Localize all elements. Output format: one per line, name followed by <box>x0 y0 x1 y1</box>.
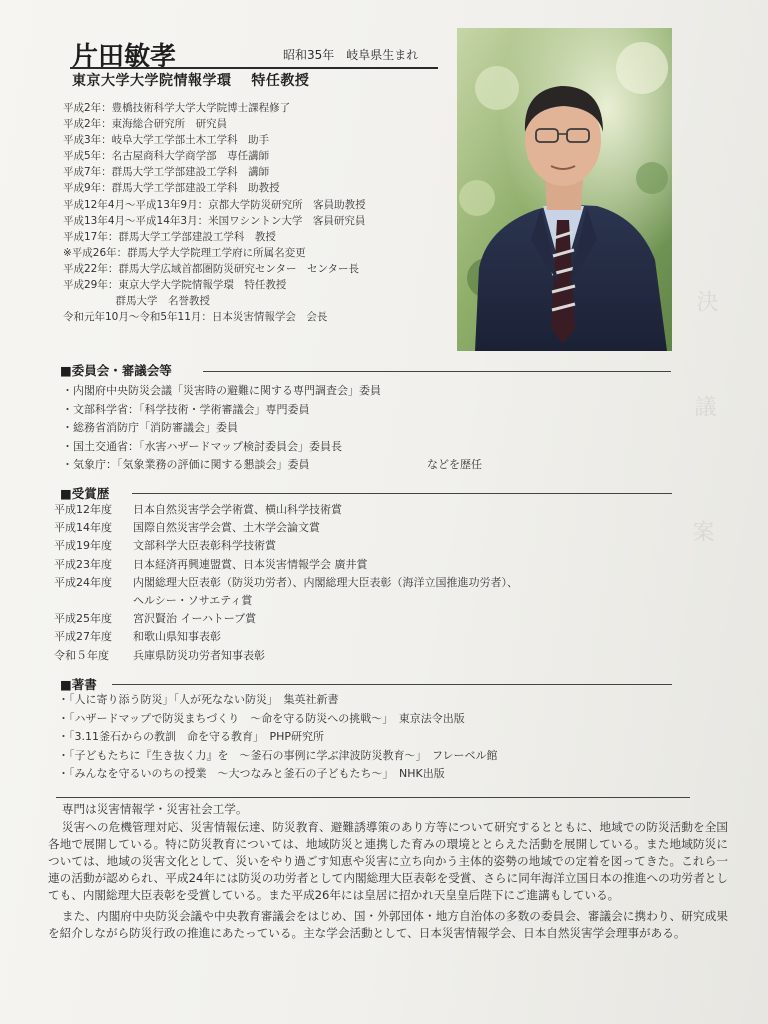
committees-heading: ■委員会・審議会等 <box>60 363 172 378</box>
award-year: 令和５年度 <box>54 648 109 662</box>
award-year: 平成12年度 <box>54 503 112 516</box>
award-text: 兵庫県防災功労者知事表彰 <box>133 648 265 662</box>
books-rule <box>112 684 672 685</box>
book-item: ・「みんなを守るいのちの授業 〜大つなみと釜石の子どもたち〜」 NHK出版 <box>58 767 445 780</box>
show-through-text: 決 <box>693 290 718 316</box>
book-item: ・「ハザードマップで防災まちづくり 〜命を守る防災への挑戦〜」 東京法令出版 <box>58 711 465 725</box>
award-text: 国際自然災害学会賞、土木学会論文賞 <box>133 521 320 535</box>
books-heading: ■著書 <box>60 677 97 692</box>
career-item: 平成13年4月〜平成14年3月：米国ワシントン大学 客員研究員 <box>63 214 366 227</box>
specialty-text: 専門は災害情報学・災害社会工学。 <box>61 802 248 816</box>
bio-rule <box>56 797 690 798</box>
birth-info: 昭和35年 岐阜県生まれ <box>283 48 419 62</box>
award-text: ヘルシー・ソサエティ賞 <box>133 594 253 608</box>
career-item: ※平成26年：群馬大学大学院理工学府に所属名変更 <box>63 246 306 259</box>
books-list <box>58 691 498 784</box>
award-text: 文部科学大臣表彰科学技術賞 <box>133 539 276 553</box>
person-name: 片田敏孝 <box>72 42 177 72</box>
career-item: 平成29年：東京大学大学院情報学環 特任教授 <box>63 279 287 292</box>
award-item <box>54 574 518 592</box>
career-item: 令和元年10月〜令和5年11月：日本災害情報学会 会長 <box>63 311 328 324</box>
award-item <box>54 556 518 574</box>
award-year: 平成14年度 <box>54 521 112 535</box>
award-item <box>54 501 518 519</box>
book-item: ・「3.11釜石からの教訓 命を守る教育」 PHP研究所 <box>58 730 325 743</box>
award-item <box>54 592 518 610</box>
award-text: 日本経済再興連盟賞、日本災害情報学会 廣井賞 <box>133 557 368 571</box>
award-item <box>54 519 518 537</box>
awards-rule <box>132 493 672 494</box>
awards-heading: ■受賞歴 <box>60 486 110 501</box>
committee-item: ・国土交通省：「水害ハザードマップ検討委員会」委員長 <box>62 439 343 453</box>
committee-item: ・総務省消防庁「消防審議会」委員 <box>62 421 238 434</box>
book-item: ・「子どもたちに『生き抜く力』を 〜釜石の事例に学ぶ津波防災教育〜」 フレーベル館 <box>58 748 498 762</box>
career-item: 平成9年：群馬大学工学部建設工学科 助教授 <box>63 182 280 195</box>
award-year: 平成27年度 <box>54 630 112 644</box>
awards-list <box>54 501 518 665</box>
award-item <box>54 647 518 665</box>
award-year <box>54 592 133 610</box>
show-through-text: 議 <box>691 395 716 421</box>
book-item: ・「人に寄り添う防災」「人が死なない防災」 集英社新書 <box>58 693 339 706</box>
career-item: 平成5年：名古屋商科大学商学部 専任講師 <box>63 150 270 163</box>
committees-list <box>62 382 381 475</box>
career-item: 平成12年4月〜平成13年9月：京都大学防災研究所 客員助教授 <box>63 198 366 211</box>
award-text: 宮沢賢治 イーハトーブ賞 <box>133 612 257 626</box>
bio-paragraph: 災害への危機管理対応、災害情報伝達、防災教育、避難誘導策のあり方等について研究するとともに、地域での防災活動を全国各地で展開している。特に防災教育については、地域防災と連携した育みの環境ととらえた活動を展開している。また地域防災については、地域の災害文化として、災いをやり過ごす知恵や災害に立ち向かう主体的姿勢の地域での定着を図ってきた。これら一連の活動が認められ、平成24年には防災の功労者として内閣総理大臣表彰を受賞、さらに同年海洋立国日本の推進への功労者としても、内閣総理大臣表彰を受賞している。また平成26年には皇居に招かれ天皇皇后陛下にご進講もしている。 <box>48 819 728 902</box>
award-year: 平成23年度 <box>54 557 112 571</box>
career-list <box>63 100 463 325</box>
career-item: 平成17年：群馬大学工学部建設工学科 教授 <box>63 230 276 243</box>
career-item: 群馬大学 名誉教授 <box>63 295 210 308</box>
affiliation: 東京大学大学院情報学環 特任教授 <box>72 73 310 89</box>
award-year: 平成19年度 <box>54 539 112 553</box>
award-item <box>54 537 518 555</box>
career-item: 平成3年：岐阜大学工学部土木工学科 助手 <box>63 134 270 147</box>
show-through-text: 案 <box>689 520 714 546</box>
career-item: 平成7年：群馬大学工学部建設工学科 講師 <box>63 166 270 179</box>
career-item: 平成2年：豊橋技術科学大学大学院博士課程修了 <box>63 102 291 114</box>
committees-rule <box>203 371 671 372</box>
award-text: 日本自然災害学会学術賞、横山科学技術賞 <box>133 503 342 516</box>
bio-paragraph: また、内閣府中央防災会議や中央教育審議会をはじめ、国・外郭団体・地方自治体の多数の委員会、審議会に携わり、研究成果を紹介しながら防災行政の推進にあたっている。主な学会活動として、日本災害情報学会、日本自然災害学会理事がある。 <box>48 909 728 941</box>
award-year: 平成24年度 <box>54 575 112 589</box>
committee-item: ・内閣府中央防災会議「災害時の避難に関する専門調査会」委員 <box>62 384 381 397</box>
award-text: 和歌山県知事表彰 <box>133 630 221 644</box>
award-text: 内閣総理大臣表彰（防災功労者）、内閣総理大臣表彰（海洋立国推進功労者）、 <box>133 575 518 589</box>
committee-item: ・気象庁：「気象業務の評価に関する懇談会」委員 <box>62 458 310 471</box>
career-item: 平成22年：群馬大学広域首都圏防災研究センター センター長 <box>63 262 360 275</box>
committee-item: ・文部科学省：「科学技術・学術審議会」専門委員 <box>62 402 310 416</box>
award-item <box>54 610 518 628</box>
portrait-illustration <box>457 28 672 351</box>
award-year: 平成25年度 <box>54 612 112 626</box>
career-item: 平成2年：東海総合研究所 研究員 <box>63 118 228 131</box>
portrait-photo <box>457 28 672 351</box>
name-underline <box>70 67 438 69</box>
biography <box>48 801 728 947</box>
committees-note: などを歴任 <box>427 458 482 471</box>
award-item <box>54 628 518 646</box>
